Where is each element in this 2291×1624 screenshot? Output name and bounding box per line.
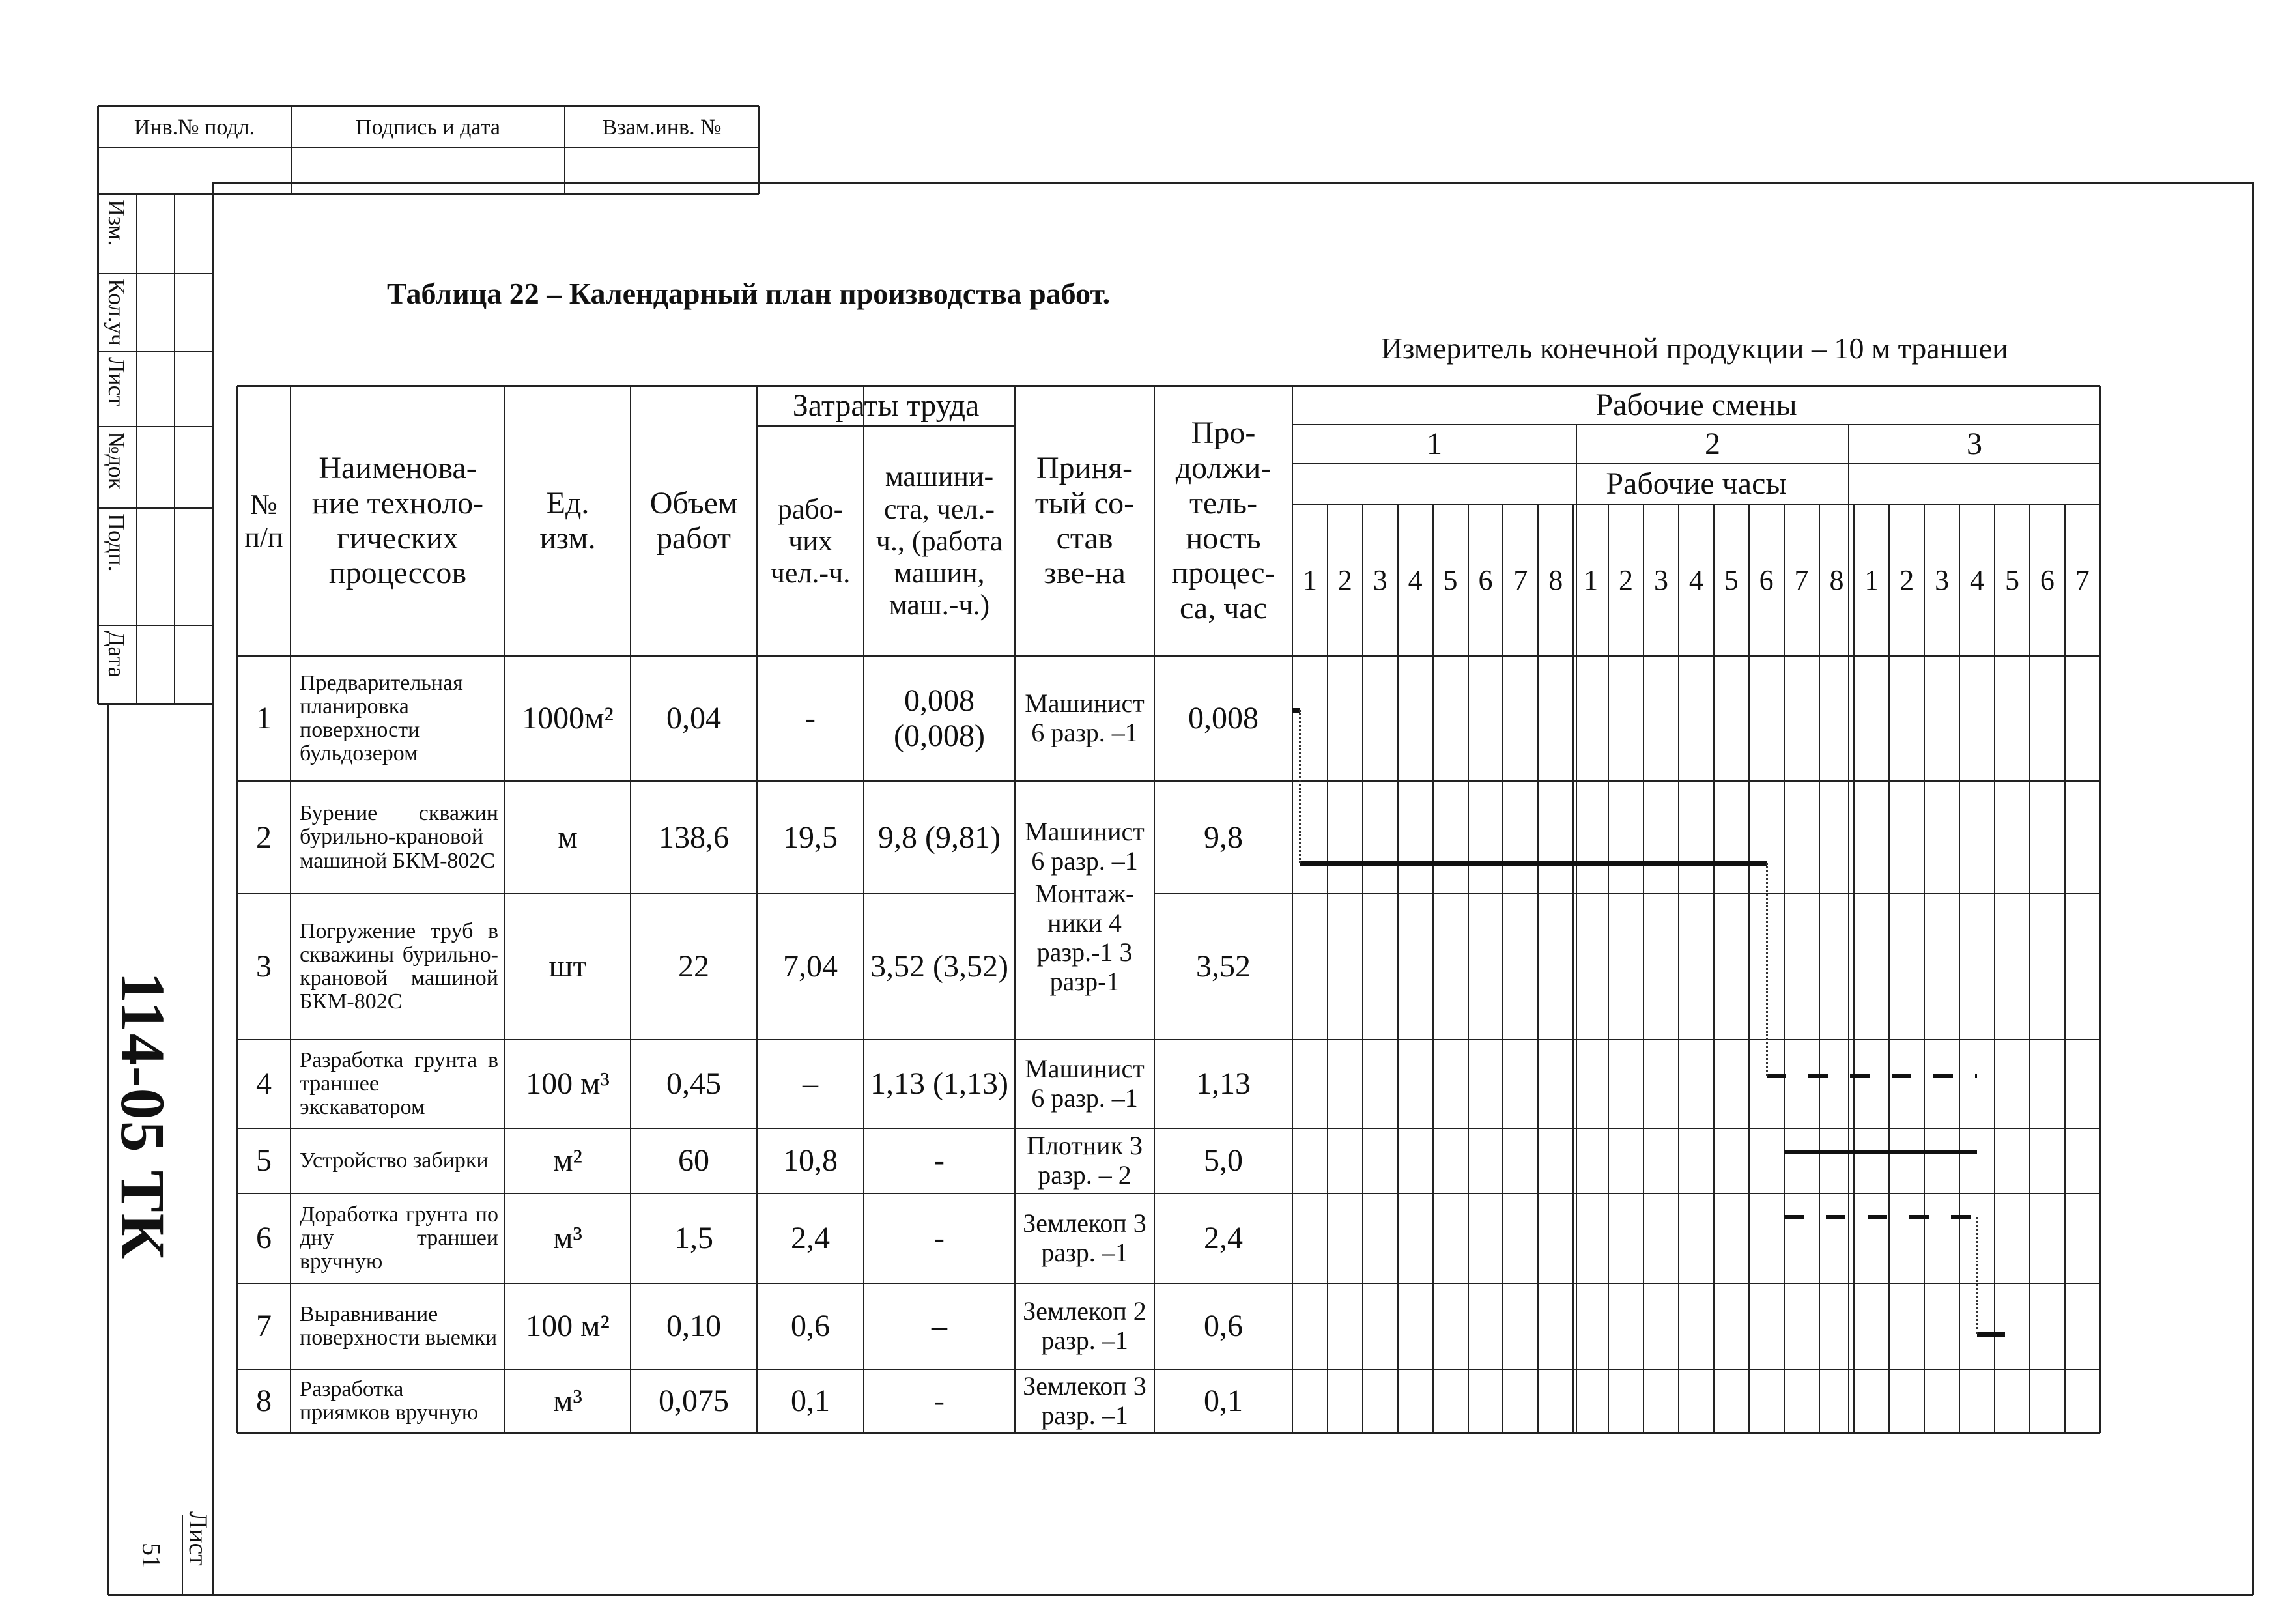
side-row-line	[98, 625, 212, 626]
gantt-connector	[1299, 710, 1301, 863]
row-8-volume: 0,075	[659, 1384, 729, 1419]
stamp-inv-label: Инв.№ подл.	[134, 115, 255, 139]
row-line	[1154, 1283, 2100, 1284]
row-7-num: 7	[256, 1309, 272, 1344]
stamp-vzam-label: Взам.инв. №	[602, 115, 722, 139]
hour-label: 8	[1548, 563, 1563, 596]
row-5-name: Устройство забирки	[300, 1148, 489, 1173]
inner-frame-left	[212, 182, 214, 1595]
row-7-unit: 100 м²	[526, 1309, 610, 1344]
side-row-line	[98, 193, 212, 195]
gantt-connector	[1976, 1217, 1978, 1334]
row-1-volume: 0,04	[666, 701, 721, 736]
row-6-volume: 1,5	[674, 1221, 713, 1256]
hour-label: 1	[1302, 563, 1317, 596]
hour-label: 1	[1584, 563, 1599, 596]
row-8-duration: 0,1	[1204, 1384, 1243, 1419]
header-shift-2: 2	[1705, 427, 1720, 462]
header-shift-3: 3	[1967, 427, 1982, 462]
stamp-top-border	[98, 105, 759, 107]
left-border	[97, 106, 99, 704]
side-row-line	[98, 351, 212, 352]
side-row-line	[98, 273, 212, 274]
row-1-duration: 0,008	[1188, 701, 1259, 736]
side-label: Изм.	[104, 199, 130, 246]
row-5-num: 5	[256, 1143, 272, 1178]
side-label: №док	[104, 432, 130, 490]
row-3-machinist: 3,52 (3,52)	[870, 949, 1008, 984]
row-6-unit: м³	[553, 1221, 582, 1256]
row-5-volume: 60	[678, 1143, 709, 1178]
header-num: № п/п	[244, 489, 283, 553]
row-3-duration: 3,52	[1196, 949, 1251, 984]
hour-label: 4	[1408, 563, 1423, 596]
gantt-bar-row-5	[1784, 1150, 1977, 1154]
hour-label: 2	[1337, 563, 1352, 596]
side-divider	[174, 194, 175, 704]
row-7-name: Выравнивание поверхности выемки	[300, 1302, 498, 1350]
row-1-workers: -	[805, 701, 816, 736]
row-1-name: Предварительная планировка поверхности бульдозером	[300, 670, 463, 766]
hour-label: 5	[1724, 563, 1739, 596]
row-6-workers: 2,4	[791, 1221, 830, 1256]
gantt-connector	[1766, 863, 1768, 1076]
inner-frame-right	[2252, 182, 2254, 1595]
sheet-label: Лист	[184, 1511, 213, 1566]
stamp-sign-label: Подпись и дата	[356, 115, 500, 139]
row-4-volume: 0,45	[666, 1066, 721, 1102]
header-name: Наименова-ние техноло-гических процессов	[311, 451, 484, 591]
row-4-machinist: 1,13 (1,13)	[870, 1066, 1008, 1102]
hour-label: 4	[1688, 563, 1703, 596]
hour-label: 3	[1653, 563, 1668, 596]
row-line	[1154, 1369, 2100, 1370]
row-5-unit: м²	[553, 1143, 582, 1178]
crew-row-2-3-b: Монтаж-ники 4 разр.-1 3 разр-1	[1034, 879, 1135, 996]
side-row-line	[98, 507, 212, 509]
stamp-label-border	[98, 147, 759, 148]
crew-row-7: Землекоп 2 разр. –1	[1023, 1296, 1146, 1355]
crew-row-6: Землекоп 3 разр. –1	[1023, 1208, 1146, 1267]
header-duration: Про-должи-тель-ность процес-са, час	[1171, 416, 1275, 625]
row-line	[1154, 1193, 2100, 1194]
header-shift-1: 1	[1427, 427, 1442, 462]
hour-label: 7	[1513, 563, 1528, 596]
row-7-workers: 0,6	[791, 1309, 830, 1344]
hour-label: 5	[2004, 563, 2019, 596]
hour-label: 4	[1970, 563, 1985, 596]
row-1-machinist: 0,008 (0,008)	[894, 683, 985, 753]
gantt-bar-row-2	[1300, 861, 1767, 866]
row-6-duration: 2,4	[1204, 1221, 1243, 1256]
row-8-unit: м³	[553, 1384, 582, 1419]
row-2-duration: 9,8	[1204, 819, 1243, 855]
doc-code: 114-05 ТК	[108, 972, 178, 1261]
hour-label: 6	[2040, 563, 2055, 596]
row-7-duration: 0,6	[1204, 1309, 1243, 1344]
side-bottom	[98, 703, 212, 705]
row-2-name: Бурение скважин бурильно-крановой машиной БКМ-802С	[300, 801, 498, 873]
row-5-machinist: -	[934, 1143, 945, 1178]
row-4-num: 4	[256, 1066, 272, 1102]
row-line	[1154, 1128, 2100, 1129]
header-workers: рабо-чих чел.-ч.	[770, 492, 851, 590]
side-row-line	[98, 426, 212, 427]
row-7-volume: 0,10	[666, 1309, 721, 1344]
row-3-workers: 7,04	[783, 949, 838, 984]
side-label: Лист	[104, 357, 130, 406]
row-2-workers: 19,5	[783, 819, 838, 855]
row-6-name: Доработка грунта по дну траншеи вручную	[300, 1202, 498, 1274]
row-2-num: 2	[256, 819, 272, 855]
header-hours: Рабочие часы	[1606, 466, 1787, 502]
hour-label: 6	[1759, 563, 1774, 596]
hour-label: 2	[1619, 563, 1634, 596]
row-line	[1154, 893, 2100, 894]
table-title: Таблица 22 – Календарный план производства работ.	[387, 277, 1111, 310]
side-divider	[136, 194, 137, 704]
side-label: Дата	[104, 631, 130, 677]
row-4-duration: 1,13	[1196, 1066, 1251, 1102]
crew-row-4: Машинист 6 разр. –1	[1025, 1054, 1145, 1113]
row-8-name: Разработка приямков вручную	[300, 1376, 479, 1425]
crew-row-5: Плотник 3 разр. – 2	[1026, 1131, 1143, 1190]
hour-label: 8	[1829, 563, 1844, 596]
row-2-volume: 138,6	[659, 819, 729, 855]
gantt-bar-row-7	[1977, 1332, 2005, 1337]
row-7-machinist: –	[932, 1309, 947, 1344]
crew-row-8: Землекоп 3 разр. –1	[1023, 1371, 1146, 1430]
hour-label: 7	[2075, 563, 2090, 596]
row-6-machinist: -	[934, 1221, 945, 1256]
hour-label: 6	[1478, 563, 1493, 596]
row-5-duration: 5,0	[1204, 1143, 1243, 1178]
inner-frame-top	[212, 182, 2254, 184]
gantt-bar-row-4	[1767, 1074, 1977, 1078]
row-4-workers: –	[803, 1066, 818, 1102]
header-unit: Ед. изм.	[539, 485, 596, 556]
row-3-name: Погружение труб в скважины бурильно-крановой машиной БКМ-802С	[300, 919, 498, 1014]
crew-row-1: Машинист 6 разр. –1	[1025, 689, 1145, 747]
row-3-volume: 22	[678, 949, 709, 984]
row-8-num: 8	[256, 1384, 272, 1419]
row-3-num: 3	[256, 949, 272, 984]
inner-frame-bottom	[108, 1594, 2253, 1596]
header-shifts: Рабочие смены	[1595, 388, 1797, 423]
gantt-bar-row-6	[1784, 1215, 1977, 1219]
header-crew: Приня-тый со-став зве-на	[1034, 451, 1135, 591]
row-1-unit: 1000м²	[522, 701, 614, 736]
row-3-unit: шт	[548, 949, 587, 984]
hour-label: 3	[1935, 563, 1950, 596]
row-line	[1154, 1039, 2100, 1040]
row-2-unit: м	[558, 819, 578, 855]
row-8-machinist: -	[934, 1384, 945, 1419]
table-subtitle: Измеритель конечной продукции – 10 м траншеи	[1381, 332, 2008, 365]
side-label: Подп.	[104, 513, 130, 572]
row-6-num: 6	[256, 1221, 272, 1256]
row-4-unit: 100 м³	[526, 1066, 610, 1102]
header-labor: Затраты труда	[792, 388, 980, 423]
hour-label: 2	[1900, 563, 1914, 596]
row-5-workers: 10,8	[783, 1143, 838, 1178]
hour-label: 7	[1794, 563, 1809, 596]
row-2-machinist: 9,8 (9,81)	[878, 819, 1001, 855]
crew-row-2-3-a: Машинист 6 разр. –1	[1025, 817, 1145, 876]
side-label: Кол.уч	[104, 279, 130, 346]
header-machinist: машини-ста, чел.-ч., (работа машин, маш.-ч.)	[875, 461, 1003, 621]
sheet-number: 51	[137, 1543, 166, 1569]
row-8-workers: 0,1	[791, 1384, 830, 1419]
row-line	[1154, 780, 2100, 782]
row-4-name: Разработка грунта в траншее экскаватором	[300, 1047, 498, 1120]
hour-label: 3	[1373, 563, 1387, 596]
header-volume: Объем работ	[649, 485, 738, 556]
hour-label: 5	[1443, 563, 1458, 596]
row-1-num: 1	[256, 701, 272, 736]
hour-label: 1	[1864, 563, 1879, 596]
